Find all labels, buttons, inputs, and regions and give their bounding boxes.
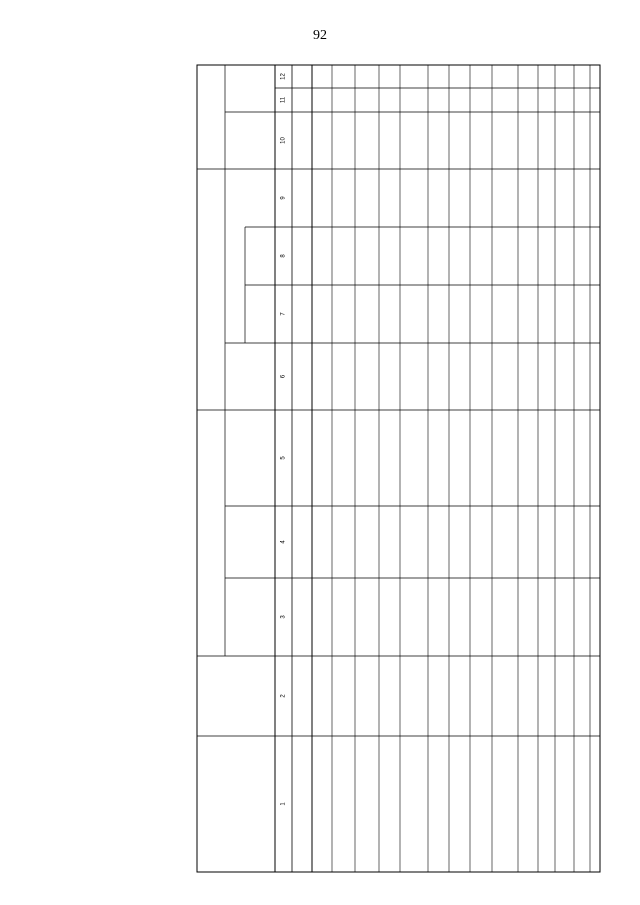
- table-grid: [197, 65, 600, 872]
- column-number: 6: [280, 374, 287, 379]
- column-number: 11: [280, 96, 287, 104]
- column-number: 7: [280, 312, 287, 316]
- column-number: 8: [280, 254, 287, 258]
- column-number: 1: [280, 802, 287, 806]
- table-text: [281, 73, 287, 806]
- column-number: 12: [280, 73, 287, 80]
- column-number: 3: [280, 615, 287, 619]
- column-number: 5: [280, 456, 287, 460]
- column-number: 4: [280, 540, 287, 544]
- column-number: 10: [280, 137, 287, 144]
- column-number: 2: [280, 694, 287, 698]
- column-number: 9: [280, 196, 287, 200]
- page-number: 92: [313, 28, 327, 43]
- table-border: [197, 65, 600, 872]
